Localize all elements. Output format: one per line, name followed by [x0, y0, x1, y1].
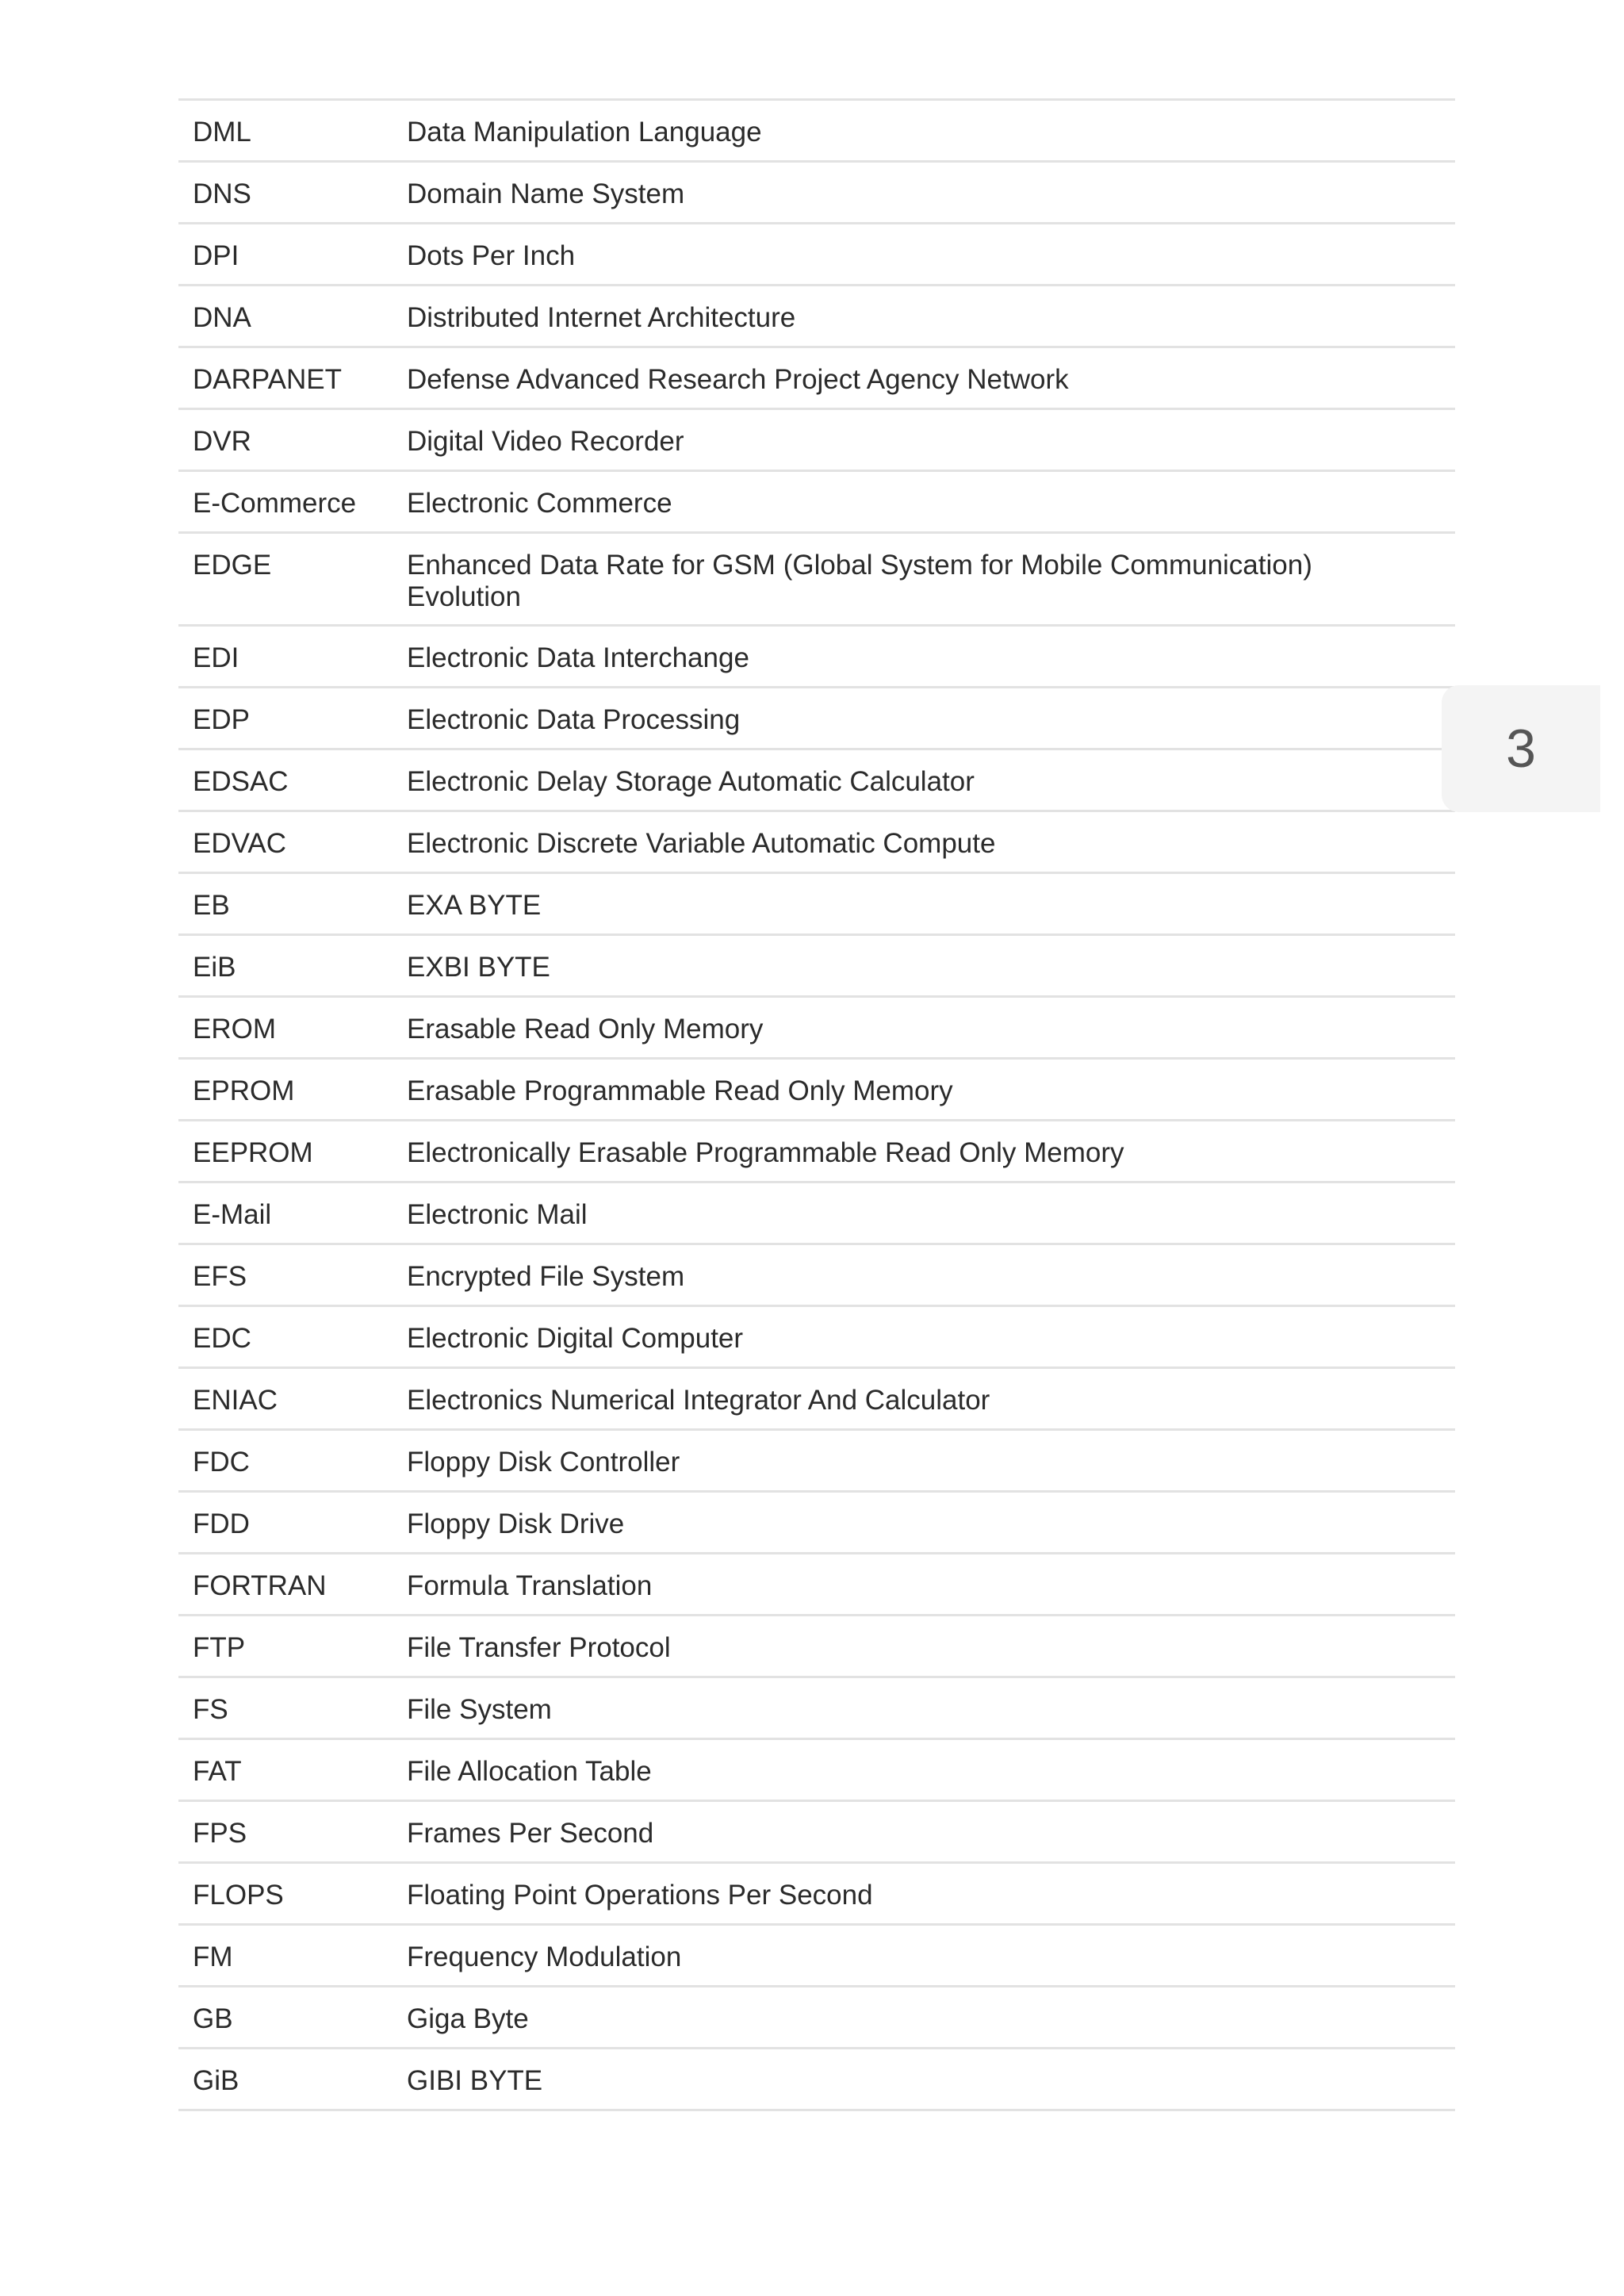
table-row	[178, 1987, 1455, 2049]
abbreviation: FS	[193, 1694, 228, 1725]
table-row	[178, 224, 1455, 286]
table-row	[178, 101, 1455, 163]
abbreviation: EB	[193, 890, 230, 921]
abbreviation: DML	[193, 117, 251, 148]
table-row	[178, 410, 1455, 472]
full-form: Electronically Erasable Programmable Read Only Memory	[407, 1137, 1124, 1168]
full-form: Data Manipulation Language	[407, 117, 762, 148]
table-row	[178, 1060, 1455, 1121]
table-row	[178, 534, 1455, 627]
table-row	[178, 1926, 1455, 1987]
abbreviation: EEPROM	[193, 1137, 313, 1168]
table-row	[178, 1307, 1455, 1369]
table-row	[178, 472, 1455, 534]
table-row	[178, 627, 1455, 688]
table-row	[178, 936, 1455, 998]
abbreviation: EPROM	[193, 1075, 295, 1106]
full-form: Frames Per Second	[407, 1818, 654, 1849]
table-row	[178, 688, 1455, 750]
abbreviation: EDC	[193, 1323, 251, 1354]
full-form: Electronic Data Interchange	[407, 642, 749, 673]
abbreviation: FDD	[193, 1508, 250, 1539]
abbreviation: EDI	[193, 642, 239, 673]
abbreviation: EDP	[193, 704, 250, 735]
abbreviation-table	[178, 98, 1455, 2111]
abbreviation: EROM	[193, 1014, 276, 1045]
table-row	[178, 1554, 1455, 1616]
full-form: Electronic Mail	[407, 1199, 588, 1230]
full-form: Electronics Numerical Integrator And Calculator	[407, 1385, 990, 1416]
abbreviation: FPS	[193, 1818, 247, 1849]
abbreviation: FAT	[193, 1756, 242, 1787]
full-form: Enhanced Data Rate for GSM (Global System for Mobile Communication) Evolution	[407, 550, 1312, 612]
table-row	[178, 1431, 1455, 1493]
table-row	[178, 2049, 1455, 2111]
full-form: Electronic Data Processing	[407, 704, 741, 735]
abbreviation: EDSAC	[193, 766, 289, 797]
full-form: EXBI BYTE	[407, 952, 550, 983]
table-row	[178, 998, 1455, 1060]
abbreviation: DPI	[193, 240, 239, 271]
full-form: Frequency Modulation	[407, 1941, 682, 1972]
table-row	[178, 1740, 1455, 1802]
full-form: Electronic Digital Computer	[407, 1323, 744, 1354]
table-row	[178, 163, 1455, 224]
full-form: File System	[407, 1694, 552, 1725]
abbreviation: FLOPS	[193, 1880, 284, 1911]
page-number: 3	[1506, 719, 1536, 779]
full-form: Erasable Read Only Memory	[407, 1014, 764, 1045]
table-row	[178, 1369, 1455, 1431]
abbreviation: EDGE	[193, 550, 272, 581]
full-form: EXA BYTE	[407, 890, 542, 921]
full-form: Defense Advanced Research Project Agency Network	[407, 364, 1069, 395]
full-form: Floppy Disk Drive	[407, 1508, 625, 1539]
table-row	[178, 286, 1455, 348]
table-row	[178, 1616, 1455, 1678]
abbreviation: DVR	[193, 426, 251, 457]
full-form: Formula Translation	[407, 1570, 653, 1601]
full-form: File Transfer Protocol	[407, 1632, 671, 1663]
abbreviation: FM	[193, 1941, 233, 1972]
full-form: Distributed Internet Architecture	[407, 302, 796, 333]
full-form: Floppy Disk Controller	[407, 1447, 680, 1478]
full-form: File Allocation Table	[407, 1756, 652, 1787]
table-row	[178, 812, 1455, 874]
table-row	[178, 1245, 1455, 1307]
table-row	[178, 348, 1455, 410]
full-form: Encrypted File System	[407, 1261, 685, 1292]
table-row	[178, 1121, 1455, 1183]
full-form: Domain Name System	[407, 178, 685, 209]
table-row	[178, 1864, 1455, 1926]
table-row	[178, 750, 1455, 812]
table-row	[178, 1802, 1455, 1864]
abbreviation: GB	[193, 2003, 233, 2034]
abbreviation: FDC	[193, 1447, 250, 1478]
full-form: Giga Byte	[407, 2003, 529, 2034]
abbreviation: GiB	[193, 2065, 239, 2096]
table-row	[178, 1183, 1455, 1245]
full-form: Electronic Delay Storage Automatic Calculator	[407, 766, 975, 797]
abbreviation: ENIAC	[193, 1385, 278, 1416]
abbreviation: EiB	[193, 952, 236, 983]
abbreviation: FORTRAN	[193, 1570, 327, 1601]
abbreviation: DNS	[193, 178, 251, 209]
abbreviation: DARPANET	[193, 364, 342, 395]
full-form: Floating Point Operations Per Second	[407, 1880, 873, 1911]
abbreviation: FTP	[193, 1632, 246, 1663]
page-number-tab[interactable]	[1442, 685, 1600, 812]
full-form: Digital Video Recorder	[407, 426, 684, 457]
full-form: Electronic Discrete Variable Automatic Compute	[407, 828, 996, 859]
table-row	[178, 874, 1455, 936]
abbreviation: DNA	[193, 302, 251, 333]
full-form: GIBI BYTE	[407, 2065, 543, 2096]
table-row	[178, 1493, 1455, 1554]
table-row	[178, 1678, 1455, 1740]
abbreviation: EFS	[193, 1261, 247, 1292]
full-form: Dots Per Inch	[407, 240, 576, 271]
abbreviation: E-Commerce	[193, 488, 357, 519]
abbreviation: E-Mail	[193, 1199, 272, 1230]
full-form: Electronic Commerce	[407, 488, 672, 519]
full-form: Erasable Programmable Read Only Memory	[407, 1075, 953, 1106]
abbreviation: EDVAC	[193, 828, 286, 859]
